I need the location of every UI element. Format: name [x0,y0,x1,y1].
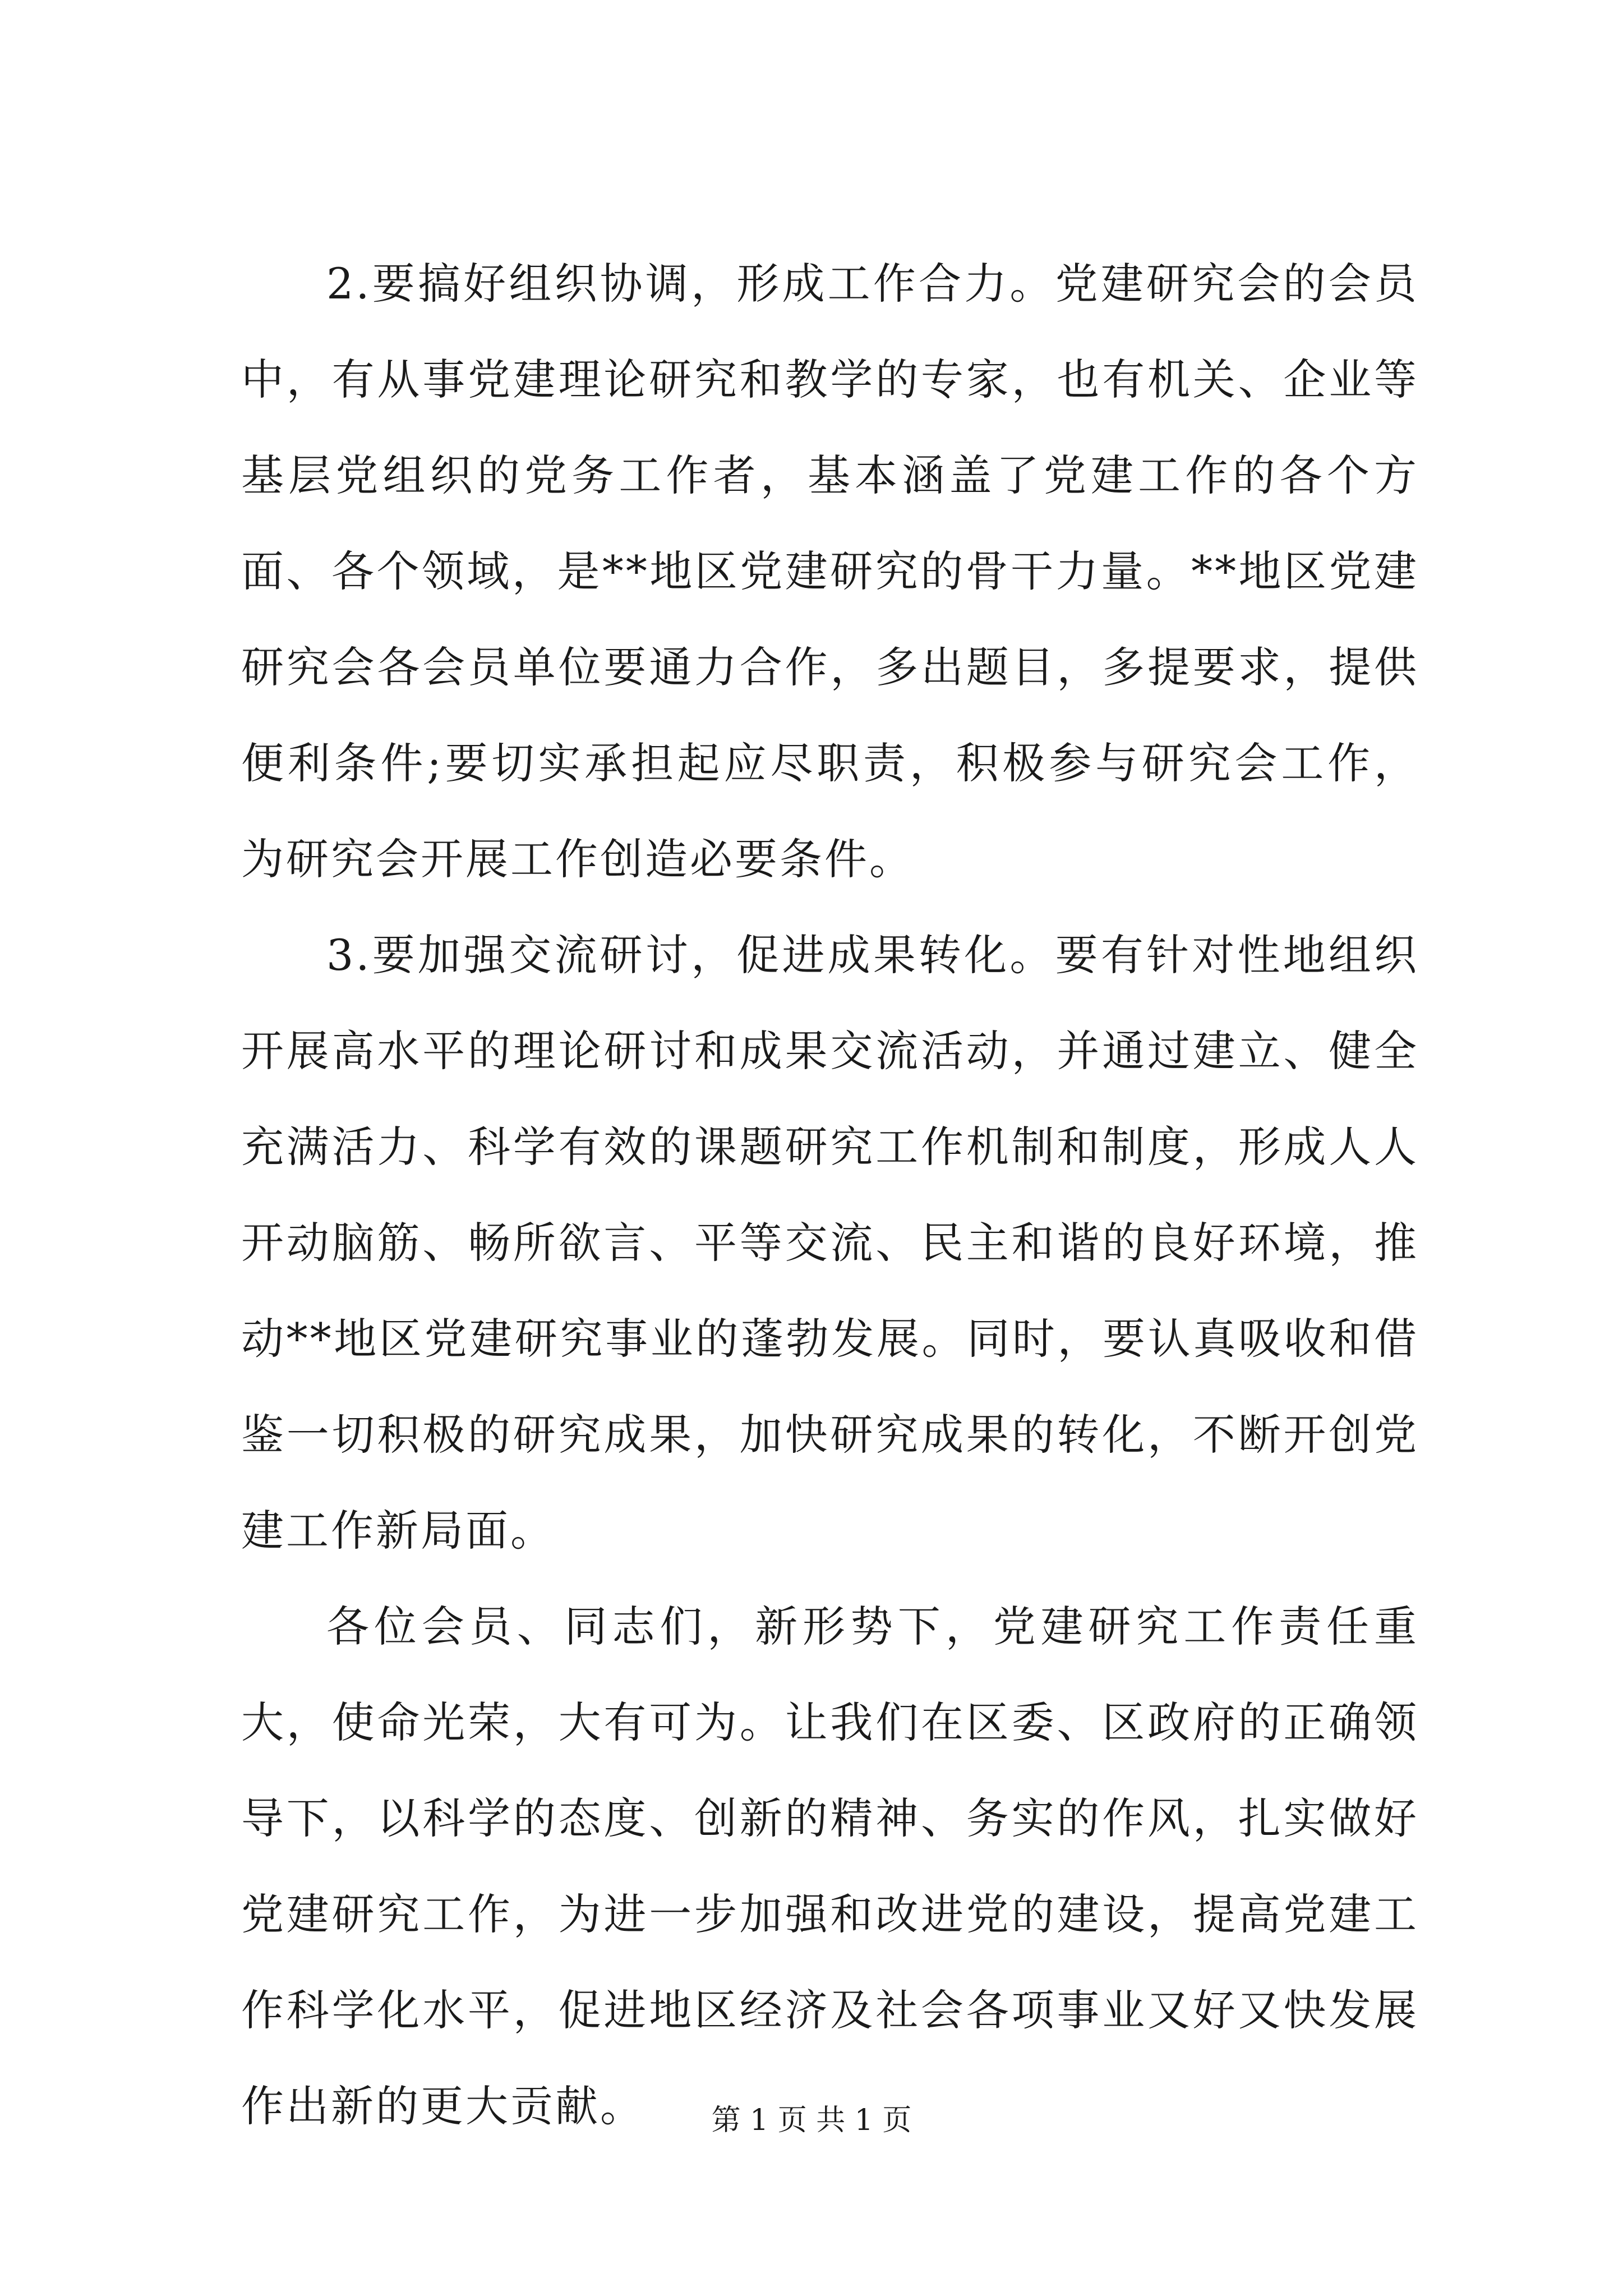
paragraph-exchange-research: 3.要加强交流研讨，促进成果转化。要有针对性地组织开展高水平的理论研讨和成果交流活动，并通过建立、健全充满活力、科学有效的课题研究工作机制和制度，形成人人开动脑筋、畅所欲言、平等交流、民主和谐的良好环境，推动**地区党建研究事业的蓬勃发展。同时，要认真吸收和借鉴一切积极的研究成果，加快研究成果的转化，不断开创党建工作新局面。 [241,930,1419,1556]
paragraph-organization-coordination: 2.要搞好组织协调，形成工作合力。党建研究会的会员中，有从事党建理论研究和教学的专家，也有机关、企业等基层党组织的党务工作者，基本涵盖了党建工作的各个方面、各个领域，是**地区党建研究的骨干力量。**地区党建研究会各会员单位要通力合作，多出题目，多提要求，提供便利条件;要切实承担起应尽职责，积极参与研究会工作，为研究会开展工作创造必要条件。 [241,259,1419,884]
paragraph-closing-remarks: 各位会员、同志们，新形势下，党建研究工作责任重大，使命光荣，大有可为。让我们在区委、区政府的正确领导下，以科学的态度、创新的精神、务实的作风，扎实做好党建研究工作，为进一步加强和改进党的建设，提高党建工作科学化水平，促进地区经济及社会各项事业又好又快发展作出新的更大贡献。 [241,1602,1419,2131]
page-number-footer: 第 1 页 共 1 页 [711,2104,912,2137]
document-body [241,236,1419,2154]
